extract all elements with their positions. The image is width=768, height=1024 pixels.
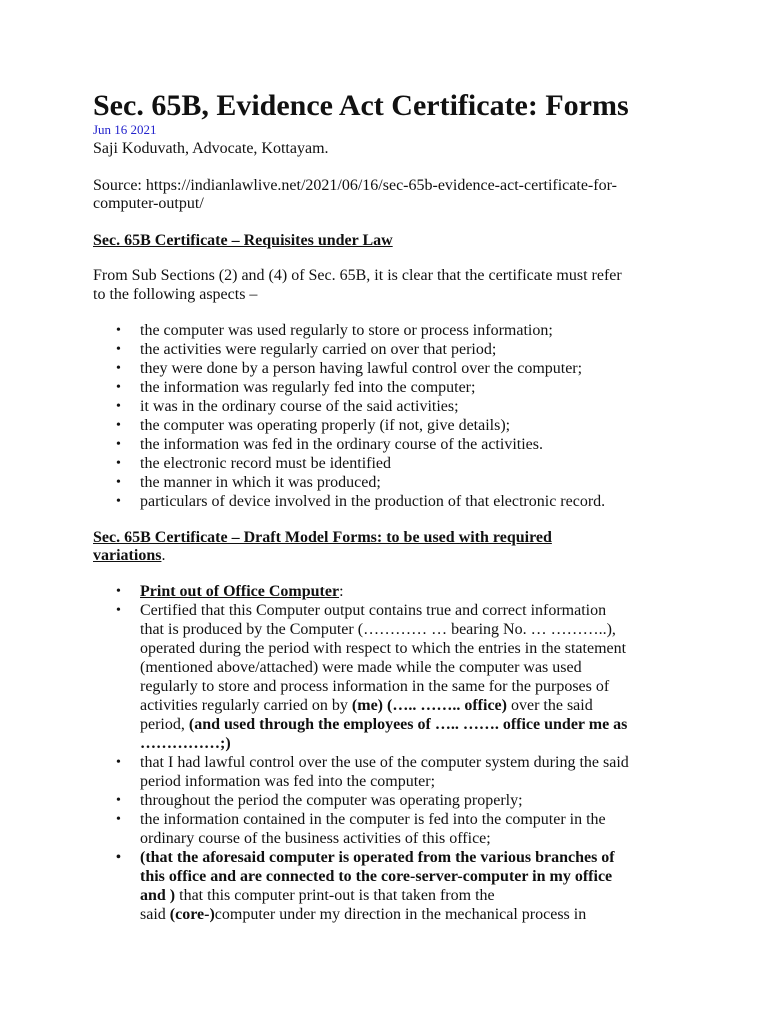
author-line: Saji Koduvath, Advocate, Kottayam.	[93, 140, 329, 157]
cert-line-2: that is produced by the Computer (………… … bearing No. … ………..),	[140, 621, 616, 638]
heading-period: .	[161, 547, 166, 564]
list-item: the activities were regularly carried on over that period;	[140, 341, 497, 358]
bullet-icon: •	[116, 475, 121, 490]
bullet-icon: •	[116, 399, 121, 414]
cert-line-4: (mentioned above/attached) were made while the computer was used	[140, 659, 582, 676]
branches-line-4-text: said	[140, 906, 170, 923]
bullet-icon: •	[116, 812, 121, 827]
branches-line-3-bold: and )	[140, 887, 180, 904]
branches-line-3-text: that this computer print-out is that taken from the	[179, 887, 495, 904]
branches-line-1: (that the aforesaid computer is operated from the various branches of	[140, 849, 615, 866]
section-heading-draft-forms-line-1: Sec. 65B Certificate – Draft Model Forms: to be used with required	[93, 529, 552, 546]
bullet-icon: •	[116, 418, 121, 433]
list-item: the manner in which it was produced;	[140, 474, 381, 491]
publish-date: Jun 16 2021	[93, 122, 157, 137]
heading-variations: variations	[93, 547, 162, 564]
cert-line-3: operated during the period with respect to which the entries in the statement	[140, 640, 627, 657]
cert-line-7-bold: (and used through the employees of ….. ……. office under me as	[188, 716, 628, 733]
bullet-icon: •	[116, 755, 121, 770]
branches-line-4	[140, 905, 586, 924]
branches-line-2: this office and are connected to the core-server-computer in my office	[140, 868, 613, 885]
lawful-line-1: that I had lawful control over the use of the computer system during the said	[140, 754, 629, 771]
bullet-icon: •	[116, 380, 121, 395]
list-item: they were done by a person having lawful control over the computer;	[140, 360, 583, 377]
source-line-1: Source: https://indianlawlive.net/2021/06/16/sec-65b-evidence-act-certificate-for-	[93, 177, 617, 194]
branches-line-4-bold: (core-)	[169, 906, 215, 923]
info-line-2: ordinary course of the business activities of this office;	[140, 830, 491, 847]
intro-line-2: to the following aspects –	[93, 286, 258, 303]
cert-line-7	[140, 715, 627, 734]
branches-line-4-tail: computer under my direction in the mechanical process in	[214, 906, 587, 923]
cert-line-6-tail: over the said	[506, 697, 593, 714]
cert-line-6	[140, 696, 593, 715]
intro-line-1: From Sub Sections (2) and (4) of Sec. 65B, it is clear that the certificate must refer	[93, 267, 622, 284]
bullet-icon: •	[116, 850, 121, 865]
page-title: Sec. 65B, Evidence Act Certificate: Forms	[93, 89, 629, 122]
bullet-icon: •	[116, 584, 121, 599]
lawful-line-2: period information was fed into the computer;	[140, 773, 436, 790]
list-item: the information was fed in the ordinary course of the activities.	[140, 436, 543, 453]
cert-line-7-text: period,	[140, 716, 189, 733]
list-item: the computer was operating properly (if not, give details);	[140, 417, 511, 434]
throughout-line: throughout the period the computer was operating properly;	[140, 792, 523, 809]
print-heading-colon: :	[339, 583, 344, 600]
bullet-icon: •	[116, 361, 121, 376]
list-item: it was in the ordinary course of the said activities;	[140, 398, 459, 415]
print-heading-line	[140, 582, 344, 601]
branches-line-3	[140, 886, 495, 905]
list-item: the electronic record must be identified	[140, 455, 392, 472]
bullet-icon: •	[116, 494, 121, 509]
bullet-icon: •	[116, 323, 121, 338]
section-heading-requisites: Sec. 65B Certificate – Requisites under Law	[93, 232, 393, 249]
bullet-icon: •	[116, 456, 121, 471]
bullet-icon: •	[116, 603, 121, 618]
cert-line-6-text: activities regularly carried on by	[140, 697, 352, 714]
bullet-icon: •	[116, 793, 121, 808]
section-heading-draft-forms-line-2	[93, 546, 165, 565]
source-line-2: computer-output/	[93, 195, 204, 212]
cert-line-8: ……………;)	[140, 735, 231, 752]
list-item: the computer was used regularly to store or process information;	[140, 322, 553, 339]
cert-line-5: regularly to store and process information in the same for the purposes of	[140, 678, 610, 695]
print-heading: Print out of Office Computer	[140, 583, 340, 600]
bullet-icon: •	[116, 437, 121, 452]
list-item: the information was regularly fed into the computer;	[140, 379, 476, 396]
bullet-icon: •	[116, 342, 121, 357]
cert-line-1: Certified that this Computer output contains true and correct information	[140, 602, 607, 619]
list-item: particulars of device involved in the production of that electronic record.	[140, 493, 606, 510]
info-line-1: the information contained in the computer is fed into the computer in the	[140, 811, 606, 828]
cert-line-6-bold: (me) (….. …….. office)	[351, 697, 507, 714]
